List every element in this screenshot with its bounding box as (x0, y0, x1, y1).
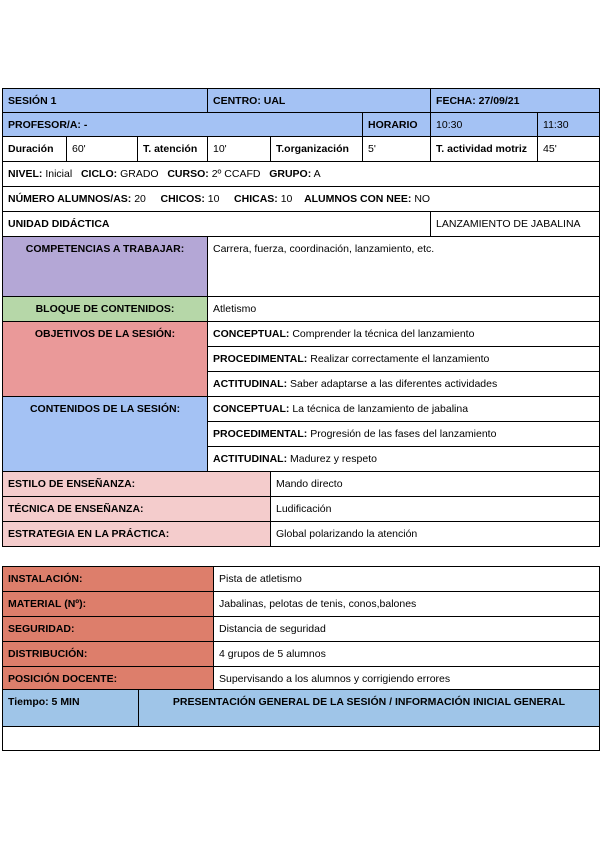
objetivos-label: OBJETIVOS DE LA SESIÓN: (3, 322, 208, 397)
contenido-conceptual (208, 397, 600, 422)
contenido-text: La técnica de lanzamiento de jabalina (292, 403, 469, 415)
numero-alumnos-label: NÚMERO ALUMNOS/AS: (8, 193, 132, 205)
tiempo-cell: Tiempo: 5 MIN (3, 690, 139, 727)
distribucion-value: 4 grupos de 5 alumnos (214, 642, 600, 667)
t-atencion-value: 10' (208, 137, 271, 162)
competencias-value: Carrera, fuerza, coordinación, lanzamiento, etc. (208, 237, 600, 297)
duracion-value: 60' (67, 137, 138, 162)
posicion-docente-label: POSICIÓN DOCENTE: (3, 667, 214, 692)
grupo-value: A (313, 168, 321, 180)
seguridad-label: SEGURIDAD: (3, 617, 214, 642)
hora-fin: 11:30 (538, 113, 600, 137)
nivel-label: NIVEL: (8, 168, 43, 180)
chicas-value: 10 (280, 193, 293, 205)
contenido-text: Madurez y respeto (290, 453, 377, 465)
contenido-actitudinal (208, 447, 600, 472)
t-actividad-value: 45' (538, 137, 600, 162)
tecnica-label: TÉCNICA DE ENSEÑANZA: (3, 497, 271, 522)
duracion-label: Duración (3, 137, 67, 162)
contenidos-label: CONTENIDOS DE LA SESIÓN: (3, 397, 208, 472)
objetivo-text: Saber adaptarse a las diferentes actividades (290, 378, 498, 390)
nee-label: ALUMNOS CON NEE: (304, 193, 412, 205)
material-value: Jabalinas, pelotas de tenis, conos,balones (214, 592, 600, 617)
contenido-type: PROCEDIMENTAL: (213, 428, 308, 440)
curso-label: CURSO: (167, 168, 209, 180)
profesor-cell: PROFESOR/A: - (3, 113, 363, 137)
nee-value: NO (414, 193, 431, 205)
seguridad-value: Distancia de seguridad (214, 617, 600, 642)
unidad-label: UNIDAD DIDÁCTICA (3, 212, 431, 237)
ciclo-value: GRADO (120, 168, 159, 180)
centro-cell: CENTRO: UAL (208, 89, 431, 113)
alumnos-row (3, 187, 600, 212)
objetivo-conceptual (208, 322, 600, 347)
ciclo-label: CICLO: (80, 168, 118, 180)
instalacion-value: Pista de atletismo (214, 567, 600, 592)
t-organizacion-label: T.organización (271, 137, 363, 162)
bloque-value: Atletismo (208, 297, 600, 322)
sesion-cell: SESIÓN 1 (3, 89, 208, 113)
objetivo-procedimental (208, 347, 600, 372)
presentacion-content (3, 727, 600, 751)
bloque-label: BLOQUE DE CONTENIDOS: (3, 297, 208, 322)
nivel-row (3, 162, 600, 187)
numero-alumnos-value: 20 (134, 193, 146, 205)
t-actividad-label: T. actividad motriz (431, 137, 538, 162)
estilo-value: Mando directo (271, 472, 600, 497)
grupo-label: GRUPO: (269, 168, 312, 180)
estrategia-label: ESTRATEGIA EN LA PRÁCTICA: (3, 522, 271, 547)
objetivo-text: Realizar correctamente el lanzamiento (310, 353, 490, 365)
distribucion-label: DISTRIBUCIÓN: (3, 642, 214, 667)
contenido-procedimental (208, 422, 600, 447)
chicos-value: 10 (207, 193, 220, 205)
contenido-type: CONCEPTUAL: (213, 403, 290, 415)
hora-inicio: 10:30 (431, 113, 538, 137)
estilo-label: ESTILO DE ENSEÑANZA: (3, 472, 271, 497)
curso-value: 2º CCAFD (211, 168, 261, 180)
chicos-label: CHICOS: (160, 193, 205, 205)
objetivo-text: Comprender la técnica del lanzamiento (292, 328, 475, 340)
objetivo-type: ACTITUDINAL: (213, 378, 288, 390)
t-atencion-label: T. atención (138, 137, 208, 162)
t-organizacion-value: 5' (363, 137, 431, 162)
fecha-cell: FECHA: 27/09/21 (431, 89, 600, 113)
objetivo-actitudinal (208, 372, 600, 397)
objetivo-type: PROCEDIMENTAL: (213, 353, 308, 365)
estrategia-value: Global polarizando la atención (271, 522, 600, 547)
material-label: MATERIAL (Nº): (3, 592, 214, 617)
presentacion-title: PRESENTACIÓN GENERAL DE LA SESIÓN / INFORMACIÓN INICIAL GENERAL (139, 690, 600, 727)
contenido-text: Progresión de las fases del lanzamiento (310, 428, 497, 440)
session-table (2, 88, 600, 547)
unidad-value: LANZAMIENTO DE JABALINA (431, 212, 600, 237)
horario-label: HORARIO (363, 113, 431, 137)
presentacion-table (2, 689, 600, 751)
instalacion-label: INSTALACIÓN: (3, 567, 214, 592)
chicas-label: CHICAS: (234, 193, 278, 205)
objetivo-type: CONCEPTUAL: (213, 328, 290, 340)
recursos-table (2, 566, 600, 692)
nivel-value: Inicial (45, 168, 73, 180)
posicion-docente-value: Supervisando a los alumnos y corrigiendo errores (214, 667, 600, 692)
contenido-type: ACTITUDINAL: (213, 453, 288, 465)
tecnica-value: Ludificación (271, 497, 600, 522)
competencias-label: COMPETENCIAS A TRABAJAR: (3, 237, 208, 297)
